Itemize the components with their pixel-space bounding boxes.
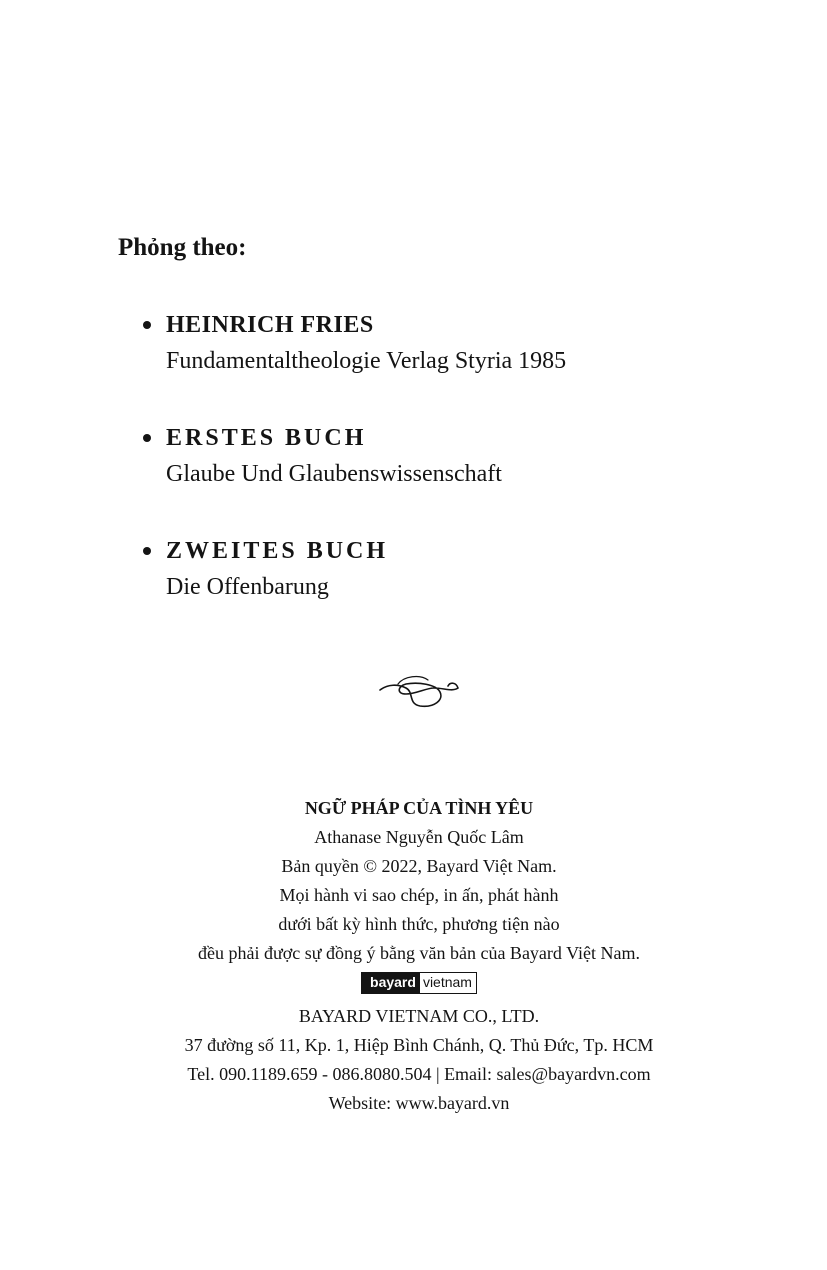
- colophon: [0, 794, 827, 1118]
- copyright-line: đều phải được sự đồng ý bằng văn bản của Bayard Việt Nam.: [197, 943, 640, 963]
- source-subtitle: Glaube Und Glaubenswissenschaft: [166, 461, 502, 487]
- bayard-vietnam-logo: [361, 972, 477, 994]
- book-title: NGỮ PHÁP CỦA TÌNH YÊU: [304, 798, 534, 818]
- bullet-icon: [143, 434, 151, 442]
- bullet-icon: [143, 547, 151, 555]
- source-item-zweites-buch: [140, 534, 740, 647]
- logo-vietnam-text: vietnam: [420, 973, 476, 993]
- source-title: HEINRICH FRIES: [166, 312, 374, 338]
- flourish-ornament-icon: [378, 670, 460, 710]
- source-title: ZWEITES BUCH: [166, 538, 389, 564]
- author-name: Athanase Nguyễn Quốc Lâm: [314, 827, 524, 847]
- publisher-logo-row: [0, 968, 827, 1002]
- copyright-line: Bản quyền © 2022, Bayard Việt Nam.: [281, 856, 557, 876]
- source-item-erstes-buch: [140, 421, 740, 534]
- source-list: [140, 308, 740, 647]
- bullet-icon: [143, 321, 151, 329]
- logo-bayard-text: bayard: [362, 973, 420, 993]
- source-heading: Phỏng theo:: [118, 234, 247, 261]
- publisher-website: Website: www.bayard.vn: [328, 1093, 510, 1113]
- publisher-contact: Tel. 090.1189.659 - 086.8080.504 | Email: sales@bayardvn.com: [187, 1064, 651, 1084]
- copyright-line: Mọi hành vi sao chép, in ấn, phát hành: [279, 885, 559, 905]
- copyright-line: dưới bất kỳ hình thức, phương tiện nào: [278, 914, 560, 934]
- source-title: ERSTES BUCH: [166, 425, 367, 451]
- source-item-heinrich-fries: [140, 308, 740, 421]
- source-subtitle: Fundamentaltheologie Verlag Styria 1985: [166, 348, 567, 374]
- source-subtitle: Die Offenbarung: [166, 574, 329, 600]
- publisher-address: 37 đường số 11, Kp. 1, Hiệp Bình Chánh, Q. Thủ Đức, Tp. HCM: [184, 1035, 654, 1055]
- publisher-name: BAYARD VIETNAM CO., LTD.: [298, 1006, 540, 1026]
